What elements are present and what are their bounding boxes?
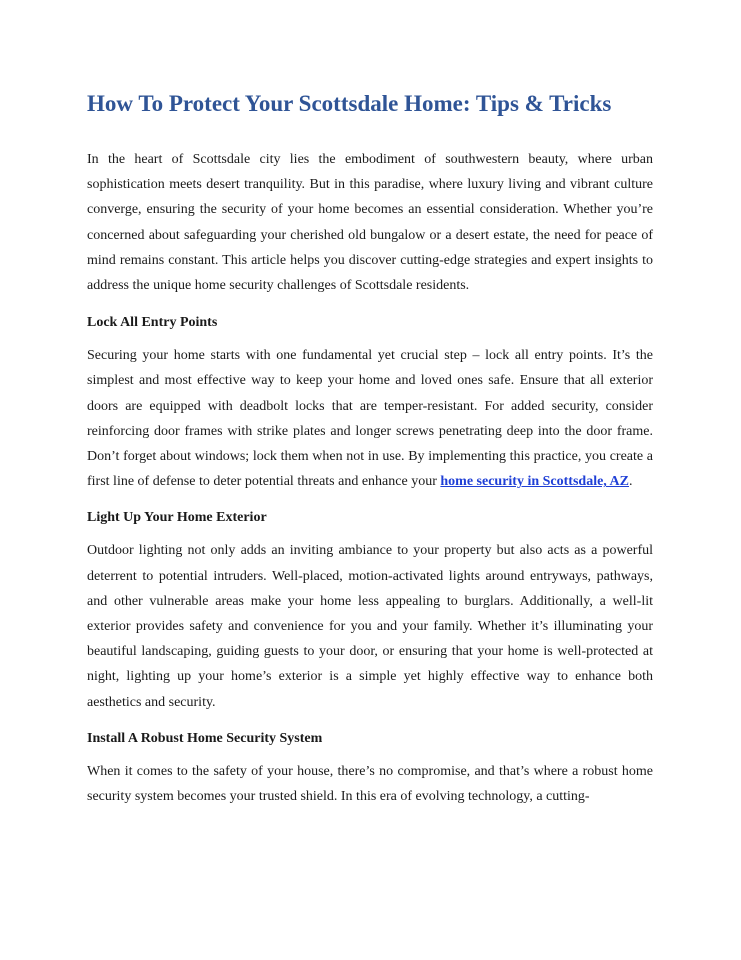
section-body-security-system: When it comes to the safety of your house, there’s no compromise, and that’s where a robust home security system becomes your trusted shield. In this era of evolving technology, a cutting-	[87, 763, 653, 805]
section-body-lock-entry-points	[87, 343, 653, 494]
section-body-light-exterior: Outdoor lighting not only adds an inviting ambiance to your property but also acts as a powerful deterrent to potential intruders. Well-placed, motion-activated lights around entryways, pathways, and other vulnerable areas make your home less appealing to burglars. Additionally, a well-lit exterior provides safety and convenience for you and your family. Whether it’s illuminating your beautiful landscaping, guiding guests to your door, or ensuring that your home is well-protected at night, lighting up your home’s exterior is a simple yet highly effective way to enhance both aesthetics and security.	[87, 543, 653, 710]
section-body-text: Securing your home starts with one fundamental yet crucial step – lock all entry points. It’s the simplest and most effective way to keep your home and loved ones safe. Ensure that all exterior doors are equipped with deadbolt locks that are temper-resistant. For added security, consider reinforcing door frames with strike plates and longer screws penetrating deep into the door frame. Don’t forget about windows; lock them when not in use. By implementing this practice, you create a first line of defense to deter potential threats and enhance your	[87, 348, 653, 490]
intro-paragraph: In the heart of Scottsdale city lies the embodiment of southwestern beauty, where urban sophistication meets desert tranquility. But in this paradise, where luxury living and vibrant culture converge, ensuring the security of your home becomes an essential consideration. Whether you’re concerned about safeguarding your cherished old bungalow or a desert estate, the need for peace of mind remains constant. This article helps you discover cutting-edge strategies and expert insights to address the unique home security challenges of Scottsdale residents.	[87, 152, 653, 294]
link-trailing-punctuation: .	[628, 474, 633, 490]
home-security-link[interactable]: home security in Scottsdale, AZ	[440, 474, 629, 490]
document-page	[87, 88, 653, 809]
section-heading-light-exterior: Light Up Your Home Exterior	[87, 510, 267, 526]
section-heading-lock-entry-points: Lock All Entry Points	[87, 315, 218, 331]
article-title: How To Protect Your Scottsdale Home: Tips & Tricks	[87, 91, 612, 116]
section-heading-security-system: Install A Robust Home Security System	[87, 730, 323, 746]
